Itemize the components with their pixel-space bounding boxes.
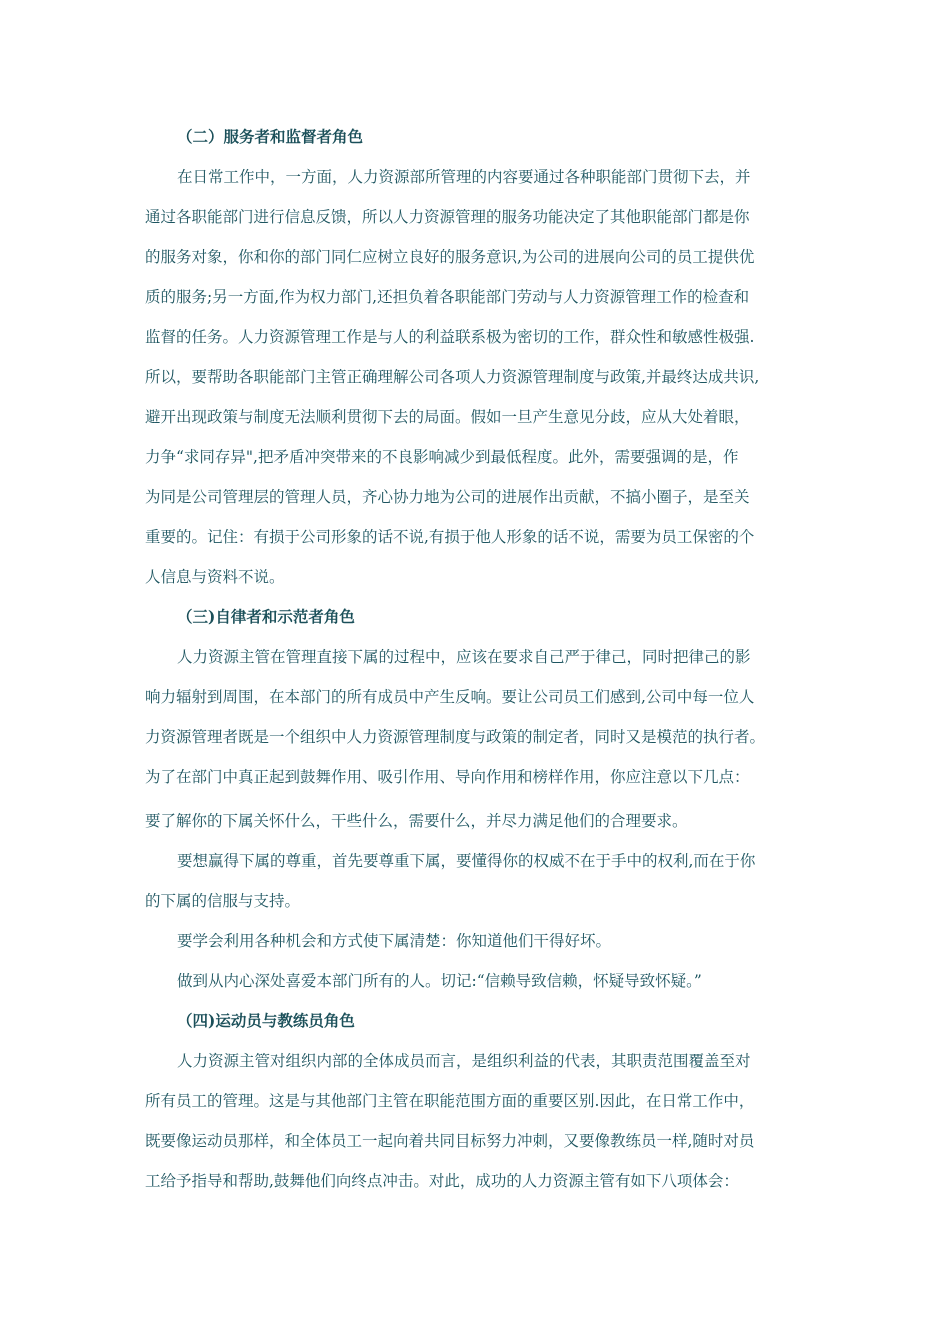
paragraph-line: 力争“求同存异",把矛盾冲突带来的不良影响减少到最低程度。此外，需要强调的是，作	[145, 448, 739, 466]
section-heading-4: （四)运动员与教练员角色	[177, 1011, 355, 1030]
paragraph-line: 为了在部门中真正起到鼓舞作用、吸引作用、导向作用和榜样作用，你应注意以下几点：	[145, 768, 750, 786]
paragraph-line: 要了解你的下属关怀什么，干些什么，需要什么，并尽力满足他们的合理要求。	[145, 812, 688, 830]
paragraph-line: 响力辐射到周围，在本部门的所有成员中产生反响。要让公司员工们感到,公司中每一位人	[145, 688, 755, 706]
paragraph-line: 要想赢得下属的尊重，首先要尊重下属，要懂得你的权威不在于手中的权利,而在于你	[177, 852, 756, 870]
paragraph-line: 工给予指导和帮助,鼓舞他们向终点冲击。对此，成功的人力资源主管有如下八项体会：	[145, 1172, 739, 1190]
paragraph-line: 所有员工的管理。这是与其他部门主管在职能范围方面的重要区别.因此，在日常工作中，	[145, 1092, 755, 1110]
section-heading-3: （三)自律者和示范者角色	[177, 607, 355, 626]
section-heading-2: （二）服务者和监督者角色	[177, 127, 364, 146]
paragraph-line: 既要像运动员那样，和全体员工一起向着共同目标努力冲刺，又要像教练员一样,随时对员	[145, 1132, 755, 1150]
paragraph-line: 力资源管理者既是一个组织中人力资源管理制度与政策的制定者，同时又是模范的执行者。	[145, 728, 766, 746]
paragraph-line: 要学会利用各种机会和方式使下属清楚：你知道他们干得好坏。	[177, 932, 612, 950]
paragraph-line: 的服务对象，你和你的部门同仁应树立良好的服务意识,为公司的进展向公司的员工提供优	[145, 248, 755, 266]
paragraph-line: 质的服务;另一方面,作为权力部门,还担负着各职能部门劳动与人力资源管理工作的检查和	[145, 288, 750, 306]
paragraph-line: 重要的。记住：有损于公司形象的话不说,有损于他人形象的话不说，需要为员工保密的个	[145, 528, 755, 546]
paragraph-line: 人力资源主管在管理直接下属的过程中，应该在要求自己严于律己，同时把律己的影	[177, 648, 751, 666]
paragraph-line: 为同是公司管理层的管理人员，齐心协力地为公司的进展作出贡献，不搞小圈子，是至关	[145, 488, 750, 506]
paragraph-line: 人力资源主管对组织内部的全体成员而言，是组织利益的代表，其职责范围覆盖至对	[177, 1052, 751, 1070]
paragraph-line: 在日常工作中，一方面，人力资源部所管理的内容要通过各种职能部门贯彻下去，并	[177, 168, 751, 186]
paragraph-line: 监督的任务。人力资源管理工作是与人的利益联系极为密切的工作，群众性和敏感性极强.	[145, 328, 755, 346]
paragraph-line: 所以，要帮助各职能部门主管正确理解公司各项人力资源管理制度与政策,并最终达成共识,	[145, 368, 760, 386]
paragraph-line: 的下属的信服与支持。	[145, 892, 301, 910]
paragraph-line: 人信息与资料不说。	[145, 568, 285, 586]
paragraph-line: 通过各职能部门进行信息反馈，所以人力资源管理的服务功能决定了其他职能部门都是你	[145, 208, 750, 226]
paragraph-line: 做到从内心深处喜爱本部门所有的人。切记:“信赖导致信赖，怀疑导致怀疑。”	[177, 972, 702, 990]
paragraph-line: 避开出现政策与制度无法顺利贯彻下去的局面。假如一旦产生意见分歧，应从大处着眼，	[145, 408, 750, 426]
